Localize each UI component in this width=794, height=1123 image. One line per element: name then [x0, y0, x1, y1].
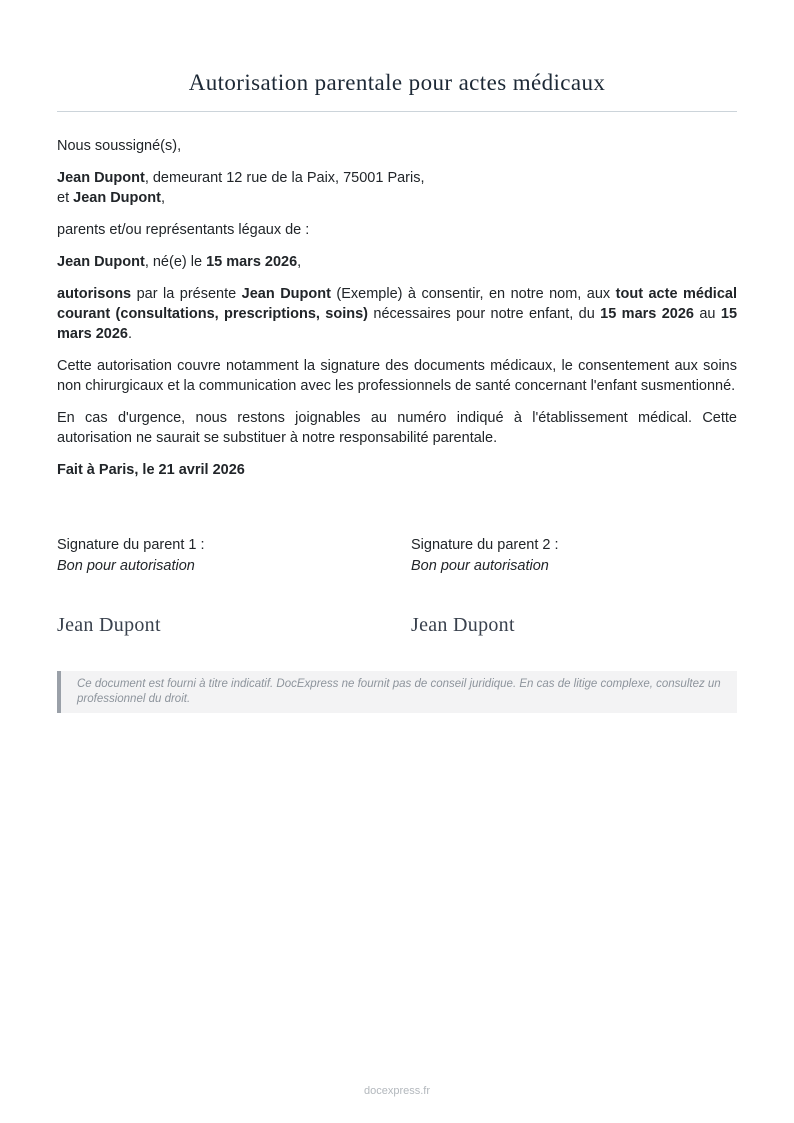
paragraph-scope: Cette autorisation couvre notamment la signature des documents médicaux, le consentement aux soins non chirurgicaux et la communication avec les professionnels de santé concernant l'enfant susmentionné.: [57, 358, 737, 394]
paragraph-intro: Nous soussigné(s),: [57, 138, 182, 154]
paragraph-parents-identity: Jean Dupont, demeurant 12 rue de la Paix, 75001 Paris, et Jean Dupont,: [57, 170, 425, 206]
paragraph-date-place: Fait à Paris, le 21 avril 2026: [57, 462, 245, 478]
footer-site-url: docexpress.fr: [363, 1085, 431, 1097]
signature-label: Signature du parent 2 :: [411, 537, 559, 553]
signature-name: Jean Dupont: [57, 614, 161, 636]
signature-parent-2-column: [411, 535, 737, 637]
paragraph-authorization: autorisons par la présente Jean Dupont (Exemple) à consentir, en notre nom, aux tout acte médical courant (consultations, prescriptions, soins) nécessaires pour notre enfant, du 15 mars 2026 au 15 mars 2026.: [57, 286, 738, 342]
paragraph-emergency: En cas d'urgence, nous restons joignables au numéro indiqué à l'établissement médical. Cette autorisation ne saurait se substituer à notre responsabilité parentale.: [57, 410, 737, 446]
title-block: [57, 0, 737, 112]
disclaimer-note: Ce document est fourni à titre indicatif. DocExpress ne fournit pas de conseil juridique. En cas de litige complexe, consultez un professionnel du droit.: [57, 671, 737, 713]
signature-label: Signature du parent 1 :: [57, 537, 205, 553]
paragraph-legal-representatives: parents et/ou représentants légaux de :: [57, 222, 310, 238]
signature-name: Jean Dupont: [411, 614, 515, 636]
paragraph-child-identity: Jean Dupont, né(e) le 15 mars 2026,: [57, 254, 302, 270]
document-title: Autorisation parentale pour actes médicaux: [188, 70, 606, 95]
signature-mention: Bon pour autorisation: [57, 558, 195, 574]
signature-parent-1-column: [57, 535, 411, 637]
signature-section: [57, 535, 737, 637]
signature-mention: Bon pour autorisation: [411, 558, 549, 574]
document-body: [57, 136, 737, 480]
